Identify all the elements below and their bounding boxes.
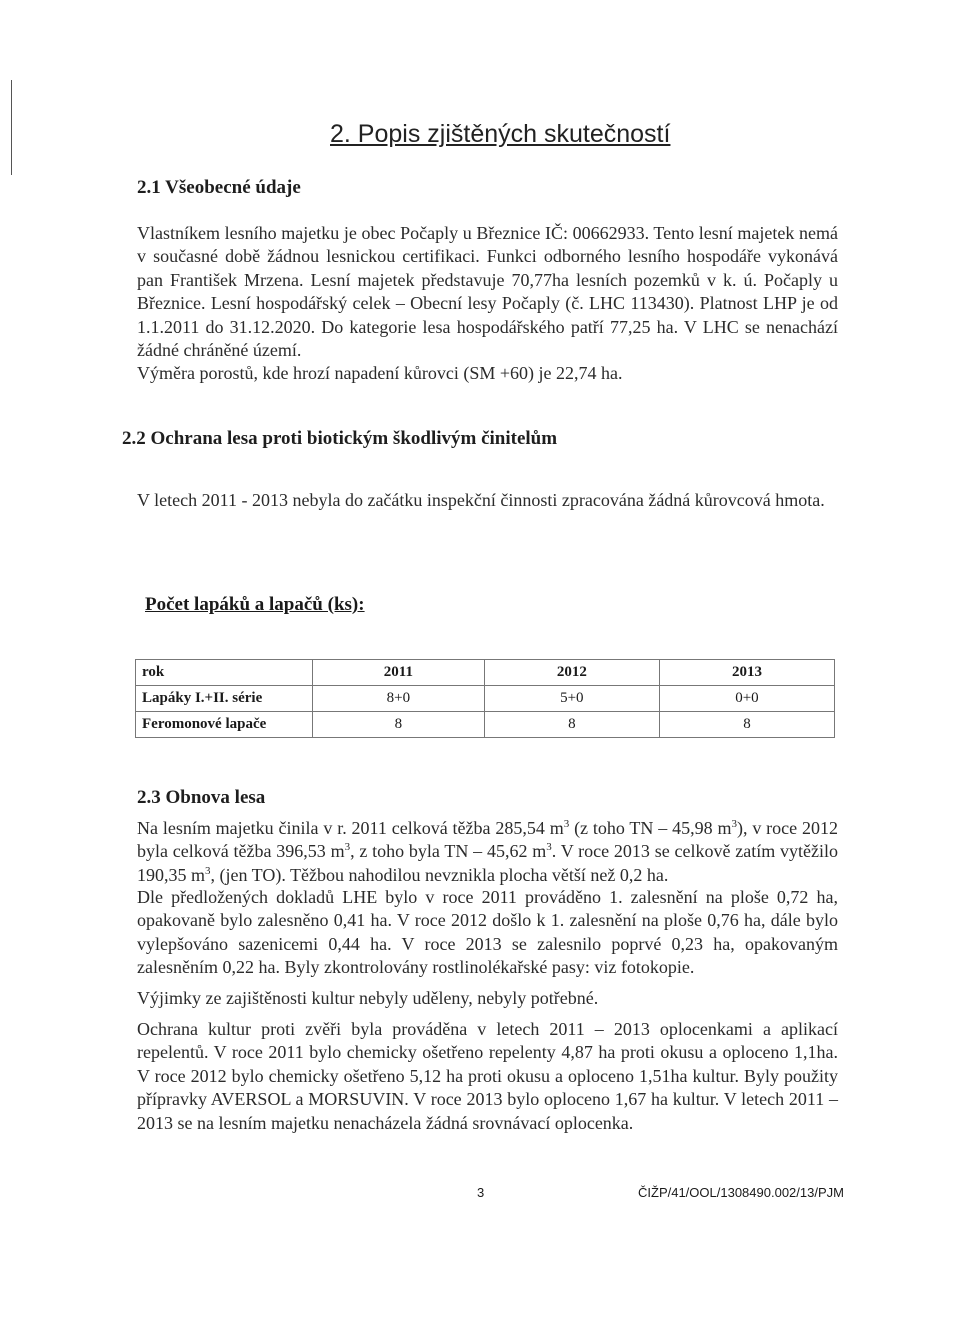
- harvest-paragraph: [137, 817, 838, 887]
- section-heading-general: 2.1 Všeobecné údaje: [137, 177, 301, 198]
- harvest-text-e: . V roce 2013 se celkově zatím vytěžilo 190,35 m: [137, 841, 838, 885]
- table-cell: 0+0: [659, 686, 834, 712]
- table-row: [136, 712, 835, 738]
- exemptions-paragraph: Výjimky ze zajištěnosti kultur nebyly uděleny, nebyly potřebné.: [137, 988, 599, 1008]
- superscript: 3: [731, 818, 737, 830]
- table-cell: 8: [659, 712, 834, 738]
- trap-table-title: Počet lapáků a lapačů (ks):: [145, 594, 365, 615]
- section-heading-biotic-protection: 2.2 Ochrana lesa proti biotickým škodlivým činitelům: [122, 428, 558, 449]
- harvest-text-d: , z toho byla TN – 45,62 m: [350, 841, 547, 862]
- table-header-cell: 2011: [313, 660, 485, 686]
- superscript: 3: [546, 841, 552, 854]
- harvest-text-b: (z toho TN – 45,98 m: [569, 818, 732, 838]
- table-cell: 5+0: [484, 686, 659, 712]
- afforestation-paragraph: Dle předložených dokladů LHE bylo v roce 2011 prováděno 1. zalesnění na ploše 0,72 ha, opakovaně bylo zalesněno 0,41 ha. V roce 2012 došlo k 1. zalesnění na ploše 0,76 ha, dále bylo vylepšováno sazenicemi 0,44 ha. V roce 2013 se zalesnilo poprvé 0,23 ha, opakovaným zalesněním 0,22 ha. Byly zkontrolovány rostlinolékařské pasy: viz fotokopie.: [137, 887, 838, 978]
- table-row: [136, 686, 835, 712]
- page-number: 3: [477, 1185, 485, 1200]
- table-cell: 8: [484, 712, 659, 738]
- scan-edge-line: [11, 80, 12, 175]
- superscript: 3: [563, 818, 570, 830]
- bark-beetle-area-line: Výměra porostů, kde hrozí napadení kůrovci (SM +60) je 22,74 ha.: [137, 363, 623, 383]
- table-header-cell: rok: [136, 660, 313, 686]
- section-heading-forest-renewal: 2.3 Obnova lesa: [137, 787, 266, 808]
- harvest-text-a: Na lesním majetku činila v r. 2011 celková těžba 285,54 m: [137, 818, 564, 838]
- table-header-cell: 2012: [484, 660, 659, 686]
- superscript: 3: [205, 864, 211, 877]
- table-row-label: Lapáky I.+II. série: [136, 686, 313, 712]
- document-reference-code: ČIŽP/41/OOL/1308490.002/13/PJM: [638, 1185, 844, 1200]
- table-cell: 8: [313, 712, 485, 738]
- table-header-row: [136, 660, 835, 686]
- superscript: 3: [344, 841, 351, 854]
- game-protection-paragraph: Ochrana kultur proti zvěři byla prováděna v letech 2011 – 2013 oplocenkami a aplikací repelentů. V roce 2011 bylo chemicky ošetřeno repelenty 4,87 ha proti okusu a oploceno 1,1ha. V roce 2012 bylo chemicky ošetřeno 5,12 ha proti okusu a oploceno 1,51ha kultur. Byly použity přípravky AVERSOL a MORSUVIN. V roce 2013 bylo oploceno 1,67 ha kultur. V letech 2011 – 2013 se na lesním majetku nenacházela žádná srovnávací oplocenka.: [137, 1019, 838, 1133]
- trap-count-table: [135, 659, 835, 738]
- general-info-paragraph: Vlastníkem lesního majetku je obec Počaply u Březnice IČ: 00662933. Tento lesní majetek nemá v současné době žádnou lesnickou certifikaci. Funkci odborného lesního hospodáře vykonává pan František Mrzena. Lesní majetek představuje 70,77ha lesních pozemků v k. ú. Počaply u Březnice. Lesní hospodářský celek – Obecní lesy Počaply (č. LHC 113430). Platnost LHP je od 1.1.2011 do 31.12.2020. Do kategorie lesa hospodářského patří 77,25 ha. V LHC se nenachází žádné chráněné území.: [137, 223, 838, 361]
- table-header-cell: 2013: [659, 660, 834, 686]
- table-row-label: Feromonové lapače: [136, 712, 313, 738]
- bark-beetle-wood-paragraph: V letech 2011 - 2013 nebyla do začátku inspekční činnosti zpracována žádná kůrovcová hmota.: [137, 490, 825, 510]
- harvest-text-f: , (jen TO). Těžbou nahodilou nevznikla plocha větší než 0,2 ha.: [210, 864, 669, 885]
- page-title: 2. Popis zjištěných skutečností: [330, 120, 671, 148]
- harvest-text-c: ), v roce 2012 byla celková těžba 396,53 m: [137, 818, 838, 862]
- table-cell: 8+0: [313, 686, 485, 712]
